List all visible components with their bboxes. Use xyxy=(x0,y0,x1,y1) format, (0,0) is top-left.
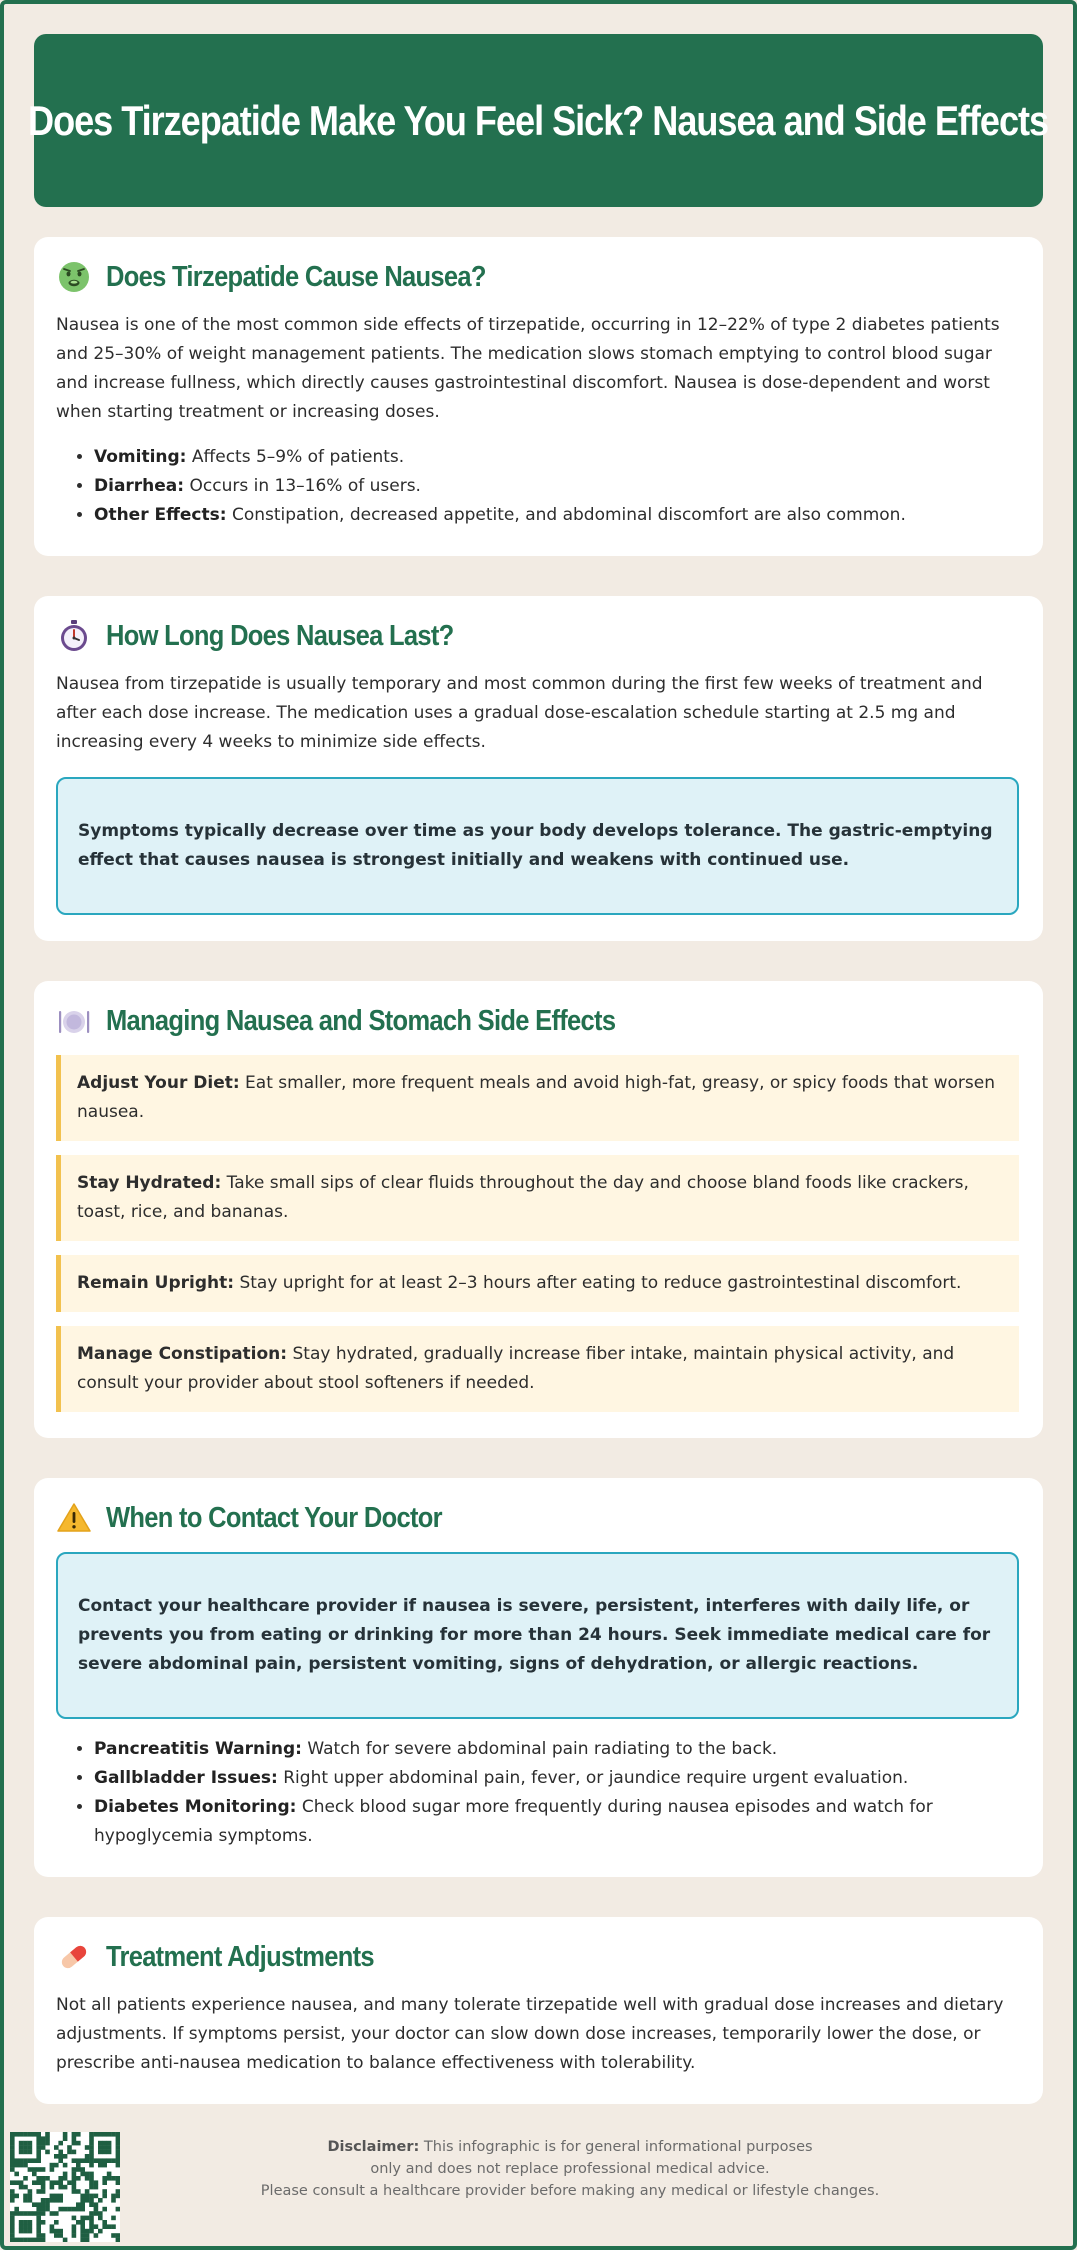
tip-text: Stay hydrated, gradually increase fiber intake, maintain physical activity, and consult your provider about stool softeners if needed. xyxy=(77,1344,955,1393)
bullet-text: Check blood sugar more frequently during nausea episodes and watch for hypoglycemia symptoms. xyxy=(94,1797,933,1846)
tip-adjust-diet xyxy=(56,1055,1019,1141)
list-item xyxy=(94,1764,1019,1793)
bullet-list xyxy=(94,443,1019,530)
list-item xyxy=(94,443,1019,472)
tip-text: Stay upright for at least 2–3 hours after eating to reduce gastrointestinal discomfort. xyxy=(234,1273,962,1293)
section-body: Nausea is one of the most common side effects of tirzepatide, occurring in 12–22% of type 2 diabetes patients and 25–30% of weight management patients. The medication slows stomach emptying to control blood sugar and increase fullness, which directly causes gastrointestinal discomfort. Nausea is dose-dependent and worst when starting treatment or increasing doses. xyxy=(56,315,1000,422)
section-title: Treatment Adjustments xyxy=(106,1940,374,1973)
bullet-text: Constipation, decreased appetite, and abdominal discomfort are also common. xyxy=(226,505,906,525)
section-header xyxy=(56,1500,1019,1536)
disclaimer-line: only and does not replace professional medical advice. xyxy=(370,2161,770,2177)
bullet-label: Gallbladder Issues: xyxy=(94,1768,278,1788)
section-title: Does Tirzepatide Cause Nausea? xyxy=(106,260,486,293)
bullet-label: Diabetes Monitoring: xyxy=(94,1797,297,1817)
section-title: Managing Nausea and Stomach Side Effects xyxy=(106,1004,616,1037)
section-header xyxy=(56,618,1019,654)
tip-manage-constipation xyxy=(56,1326,1019,1412)
list-item xyxy=(94,501,1019,530)
bullet-label: Vomiting: xyxy=(94,447,187,467)
section-title: How Long Does Nausea Last? xyxy=(106,619,454,652)
tip-label: Remain Upright: xyxy=(77,1273,235,1293)
disclaimer-line: Please consult a healthcare provider before making any medical or lifestyle changes. xyxy=(260,2183,880,2199)
section-doctor xyxy=(34,1478,1043,1877)
bullet-text: Occurs in 13–16% of users. xyxy=(184,476,421,496)
disclaimer-line xyxy=(140,2136,1000,2158)
warning-icon xyxy=(56,1500,92,1536)
qr-code xyxy=(10,2132,120,2242)
tip-label: Stay Hydrated: xyxy=(77,1173,222,1193)
plate-cutlery-icon xyxy=(56,1003,92,1039)
page-title: Does Tirzepatide Make You Feel Sick? Nausea and Side Effects xyxy=(28,96,1049,144)
tip-label: Adjust Your Diet: xyxy=(77,1073,240,1093)
section-header xyxy=(56,259,1019,295)
pill-icon xyxy=(56,1939,92,1975)
section-body: Nausea from tirzepatide is usually temporary and most common during the first few weeks of treatment and after each dose increase. The medication uses a gradual dose-escalation schedule starting at 2.5 mg and increasing every 4 weeks to minimize side effects. xyxy=(56,674,983,752)
tip-stay-hydrated xyxy=(56,1155,1019,1241)
tip-text: Eat smaller, more frequent meals and avoid high-fat, greasy, or spicy foods that worsen nausea. xyxy=(77,1073,996,1122)
section-nausea xyxy=(34,237,1043,556)
section-duration xyxy=(34,596,1043,941)
disclaimer-label: Disclaimer: xyxy=(327,2139,420,2155)
bullet-label: Pancreatitis Warning: xyxy=(94,1739,302,1759)
tip-text: Take small sips of clear fluids throughout the day and choose bland foods like crackers, toast, rice, and bananas. xyxy=(77,1173,969,1222)
section-managing xyxy=(34,981,1043,1438)
list-item xyxy=(94,1793,1019,1851)
section-treatment xyxy=(34,1917,1043,2104)
disclaimer-text: This infographic is for general informational purposes xyxy=(419,2139,813,2155)
bullet-label: Diarrhea: xyxy=(94,476,185,496)
section-title: When to Contact Your Doctor xyxy=(106,1501,442,1534)
section-header xyxy=(56,1939,1019,1975)
info-callout: Contact your healthcare provider if nausea is severe, persistent, interferes with daily life, or prevents you from eating or drinking for more than 24 hours. Seek immediate medical care for severe abdominal pain, persistent vomiting, signs of dehydration, or allergic reactions. xyxy=(56,1552,1019,1719)
stopwatch-icon xyxy=(56,618,92,654)
info-callout: Symptoms typically decrease over time as your body develops tolerance. The gastric-emptying effect that causes nausea is strongest initially and weakens with continued use. xyxy=(56,777,1019,915)
section-header xyxy=(56,1003,1019,1039)
bullet-text: Affects 5–9% of patients. xyxy=(186,447,405,467)
disclaimer xyxy=(140,2136,1000,2202)
tip-remain-upright xyxy=(56,1255,1019,1312)
page-footer xyxy=(0,2120,1077,2250)
page-header xyxy=(28,34,1049,207)
section-body: Not all patients experience nausea, and many tolerate tirzepatide well with gradual dose increases and dietary adjustments. If symptoms persist, your doctor can slow down dose increases, temporarily lower the dose, or prescribe anti-nausea medication to balance effectiveness with tolerability. xyxy=(56,1995,1004,2073)
list-item xyxy=(94,472,1019,501)
nauseated-face-icon xyxy=(56,259,92,295)
bullet-label: Other Effects: xyxy=(94,505,227,525)
tip-label: Manage Constipation: xyxy=(77,1344,288,1364)
list-item xyxy=(94,1735,1019,1764)
bullet-list xyxy=(94,1735,1019,1851)
bullet-text: Right upper abdominal pain, fever, or jaundice require urgent evaluation. xyxy=(277,1768,909,1788)
bullet-text: Watch for severe abdominal pain radiating to the back. xyxy=(301,1739,778,1759)
